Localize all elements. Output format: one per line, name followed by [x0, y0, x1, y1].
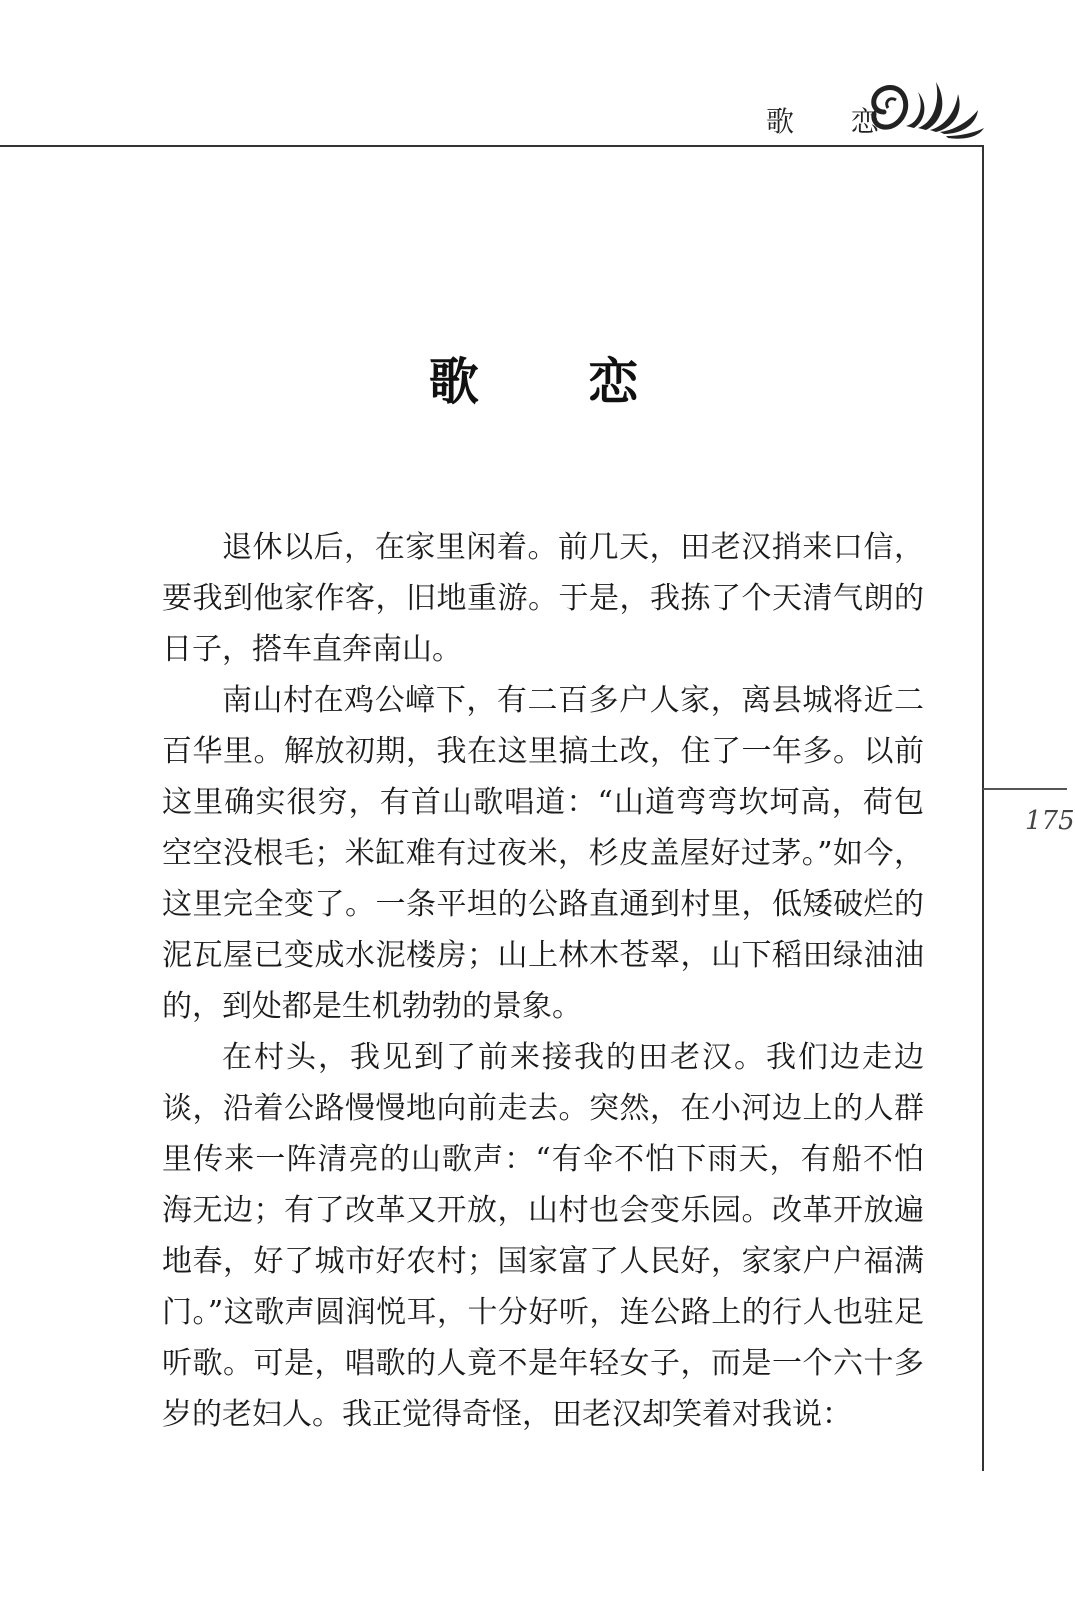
- page-number: 175: [1025, 806, 1075, 836]
- paragraph: 在村头，我见到了前来接我的田老汉。我们边走边谈，沿着公路慢慢地向前走去。突然，在小河边上的人群里传来一阵清亮的山歌声：“有伞不怕下雨天，有船不怕海无边；有了改革又开放，山村也会变乐园。改革开放遍地春，好了城市好农村；国家富了人民好，家家户户福满门。”这歌声圆润悦耳，十分好听，连公路上的行人也驻足听歌。可是，唱歌的人竟不是年轻女子，而是一个六十多岁的老妇人。我正觉得奇怪，田老汉却笑着对我说：: [162, 1040, 924, 1432]
- swirl-leaf-ornament-icon: [866, 72, 986, 144]
- header-rule: [0, 145, 983, 147]
- paragraph: 退休以后，在家里闲着。前几天，田老汉捎来口信，要我到他家作客，旧地重游。于是，我拣了个天清气朗的日子，搭车直奔南山。: [162, 530, 924, 667]
- page-number-rule: [983, 788, 1067, 790]
- paragraph: 南山村在鸡公嶂下，有二百多户人家，离县城将近二百华里。解放初期，我在这里搞土改，住了一年多。以前这里确实很穷，有首山歌唱道：“山道弯弯坎坷高，荷包空空没根毛；米缸难有过夜米，杉皮盖屋好过茅。”如今，这里完全变了。一条平坦的公路直通到村里，低矮破烂的泥瓦屋已变成水泥楼房；山上林木苍翠，山下稻田绿油油的，到处都是生机勃勃的景象。: [162, 683, 924, 1024]
- chapter-title: 歌 恋: [428, 352, 685, 411]
- body-text: [162, 522, 924, 1440]
- running-head: 歌 恋: [766, 105, 903, 138]
